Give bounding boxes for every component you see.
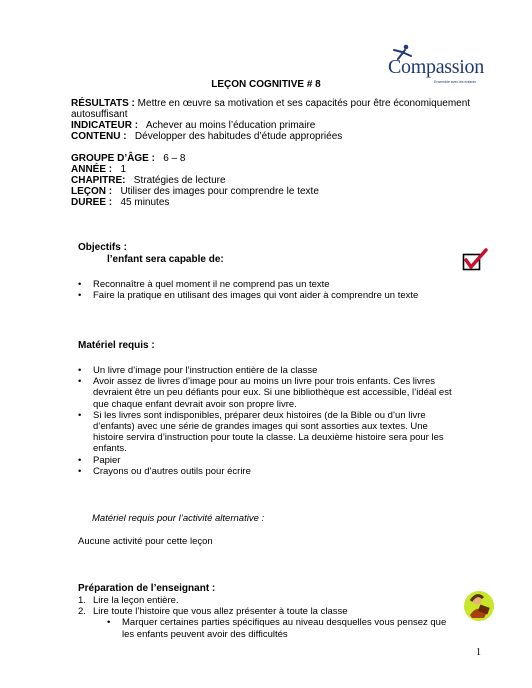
materiel-item: • Papier <box>78 455 458 466</box>
chapitre-text: Stratégies de lecture <box>133 175 226 186</box>
objectifs-subheading: l’enfant sera capable de: <box>107 254 224 265</box>
objectif-item: • Reconnaître à quel moment il ne comprend pas un texte <box>78 279 458 290</box>
contenu-text: Développer des habitudes d’étude appropriées <box>134 131 343 142</box>
preparation-sub-list <box>93 617 458 639</box>
groupe-text: 6 – 8 <box>163 153 186 164</box>
step-text: Lire toute l’histoire que vous allez présenter à toute la classe <box>93 606 348 618</box>
materiel-item: • Avoir assez de livres d’image pour au moins un livre pour trois enfants. Ces livres devraient être un peu défiants pour eux. Si une bibliothèque est accessible, l’idéal est que chaque enfant devrait avoir son propre livre. <box>78 376 458 410</box>
indicateur-text: Achever au moins l’éducation primaire <box>145 120 316 131</box>
preparation-heading: Préparation de l’enseignant : <box>78 583 216 594</box>
duree-text: 45 minutes <box>120 197 170 208</box>
step-text: Lire la leçon entière. <box>93 595 179 606</box>
chapitre-label: CHAPITRE: <box>71 175 126 186</box>
objectifs-list <box>78 279 458 301</box>
preparation-step <box>78 606 458 640</box>
logo-tagline: Ensemble avec les enfants <box>434 80 476 84</box>
lesson-info <box>71 98 471 208</box>
groupe-label: GROUPE D’ÂGE : <box>71 153 155 164</box>
resultats-label: RÉSULTATS : <box>71 98 135 109</box>
alternative-text: Aucune activité pour cette leçon <box>78 536 213 547</box>
objectifs-heading: Objectifs : <box>78 242 127 253</box>
materiel-item: • Un livre d’image pour l’instruction entière de la classe <box>78 365 458 376</box>
resultats-text: Mettre en œuvre sa motivation et ses capacités pour être économiquement autosuffisant <box>71 98 471 120</box>
materiel-heading: Matériel requis : <box>78 340 155 351</box>
lecon-text: Utiliser des images pour comprendre le texte <box>120 186 319 197</box>
preparation-step <box>78 595 458 606</box>
materiel-item: • Si les livres sont indisponibles, préparer deux histoires (de la Bible ou d’un livre d’enfants) avec une série de grandes images qui sont assorties aux textes. Une histoire servira d’instruction pour toute la classe. La deuxième histoire sera pour les enfants. <box>78 410 458 455</box>
materiel-item: • Crayons ou d’autres outils pour écrire <box>78 466 458 477</box>
preparation-sub-item: • Marquer certaines parties spécifiques au niveau desquelles vous pensez que les enfants peuvent avoir des difficultés <box>107 617 458 639</box>
lecon-label: LEÇON : <box>71 186 113 197</box>
annee-line <box>71 164 471 175</box>
step-number: 2. <box>78 606 86 618</box>
indicateur-label: INDICATEUR : <box>71 120 139 131</box>
contenu-line <box>71 131 471 142</box>
chapitre-line <box>71 175 471 186</box>
indicateur-line <box>71 120 471 131</box>
alternative-heading: Matériel requis pour l’activité alternative : <box>92 513 265 524</box>
contenu-label: CONTENU : <box>71 131 127 142</box>
duree-label: DUREE : <box>71 197 113 208</box>
lesson-title: LEÇON COGNITIVE # 8 <box>211 79 321 90</box>
preparation-steps <box>78 595 458 640</box>
annee-text: 1 <box>120 164 127 175</box>
page-number: 1 <box>476 647 481 658</box>
compassion-logo <box>384 44 482 84</box>
lecon-line <box>71 186 471 197</box>
resultats-line <box>71 98 471 120</box>
checkmark-box-icon <box>462 248 488 277</box>
step-number: 1. <box>78 595 86 606</box>
objectif-item: • Faire la pratique en utilisant des images qui vont aider à comprendre un texte <box>78 290 458 301</box>
reading-person-icon <box>462 590 496 627</box>
duree-line <box>71 197 471 208</box>
annee-label: ANNÉE : <box>71 164 113 175</box>
logo-wordmark: Compassion <box>388 56 484 78</box>
groupe-line <box>71 153 471 164</box>
materiel-list <box>78 365 458 477</box>
